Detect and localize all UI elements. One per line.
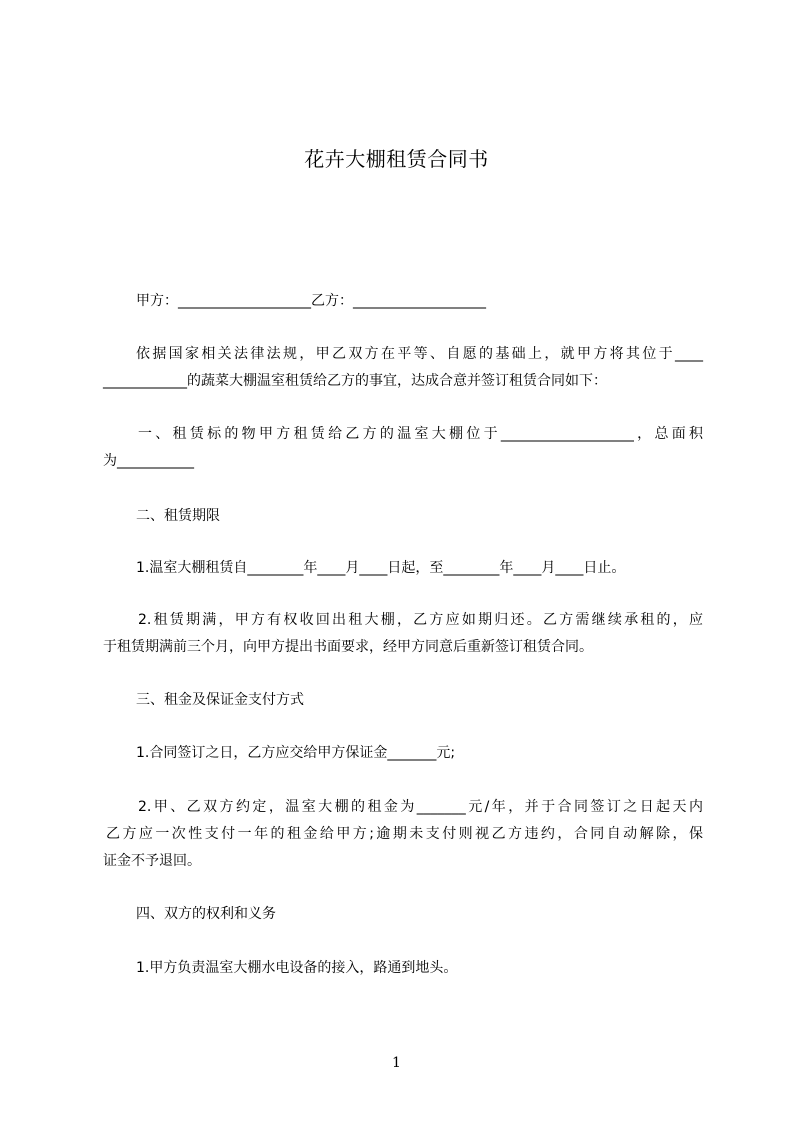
section-3-item-2-line-1: 2.甲、乙双方约定，温室大棚的租金为_______元/年，并于合同签订之日起天内 [138, 799, 703, 815]
section-4-item-1: 1.甲方负责温室大棚水电设备的接入，路通到地头。 [136, 960, 458, 976]
parties-line: 甲方：___________________乙方：___________________ [136, 293, 486, 309]
section-3-heading: 三、租金及保证金支付方式 [136, 692, 304, 708]
section-1-line-1: 一、租赁标的物甲方租赁给乙方的温室大棚位于___________________，总面积 [138, 426, 703, 442]
page-number: 1 [392, 1055, 401, 1071]
section-2-item-2-line-2: 于租赁期满前三个月，向甲方提出书面要求，经甲方同意后重新签订租赁合同。 [103, 639, 593, 655]
section-4-heading: 四、双方的权利和义务 [136, 906, 276, 922]
section-3-item-2-line-3: 证金不予退回。 [103, 853, 201, 869]
intro-line-2: ____________的蔬菜大棚温室租赁给乙方的事宜，达成合意并签订租赁合同如下： [103, 373, 607, 389]
section-1-line-2: 为___________ [103, 453, 194, 469]
document-title: 花卉大棚租赁合同书 [304, 147, 489, 171]
section-2-item-1: 1.温室大棚租赁自________年____月____日起，至________年____月____日止。 [136, 560, 626, 576]
intro-line-1: 依据国家相关法律法规，甲乙双方在平等、自愿的基础上，就甲方将其位于____ [136, 346, 703, 362]
section-3-item-1: 1.合同签订之日，乙方应交给甲方保证金_______元; [136, 745, 456, 761]
section-3-item-2-line-2: 乙方应一次性支付一年的租金给甲方;逾期未支付则视乙方违约，合同自动解除，保 [106, 826, 703, 842]
section-2-heading: 二、租赁期限 [136, 508, 220, 524]
section-2-item-2-line-1: 2.租赁期满，甲方有权收回出租大棚，乙方应如期归还。乙方需继续承租的，应 [138, 612, 703, 628]
